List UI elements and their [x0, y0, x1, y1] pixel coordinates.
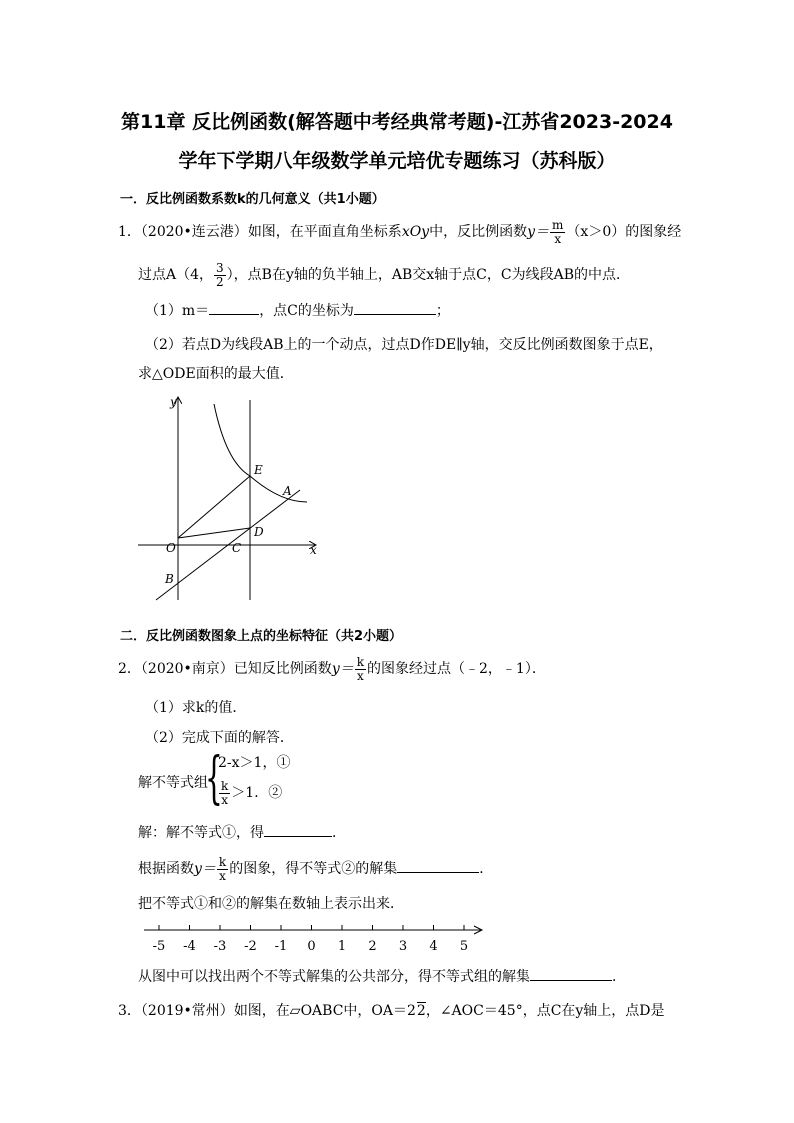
answer-blank-system[interactable]	[530, 966, 612, 981]
label-o: O	[166, 541, 176, 555]
number-line-tick-label: -3	[213, 939, 227, 954]
question-1-figure	[130, 392, 330, 604]
question-1-part2-line2: 求△ODE面积的最大值．	[138, 366, 294, 382]
label-c: C	[232, 541, 242, 555]
answer-blank-ineq2[interactable]	[397, 858, 479, 873]
segment-oe	[178, 476, 250, 538]
number-line-tick-label: 2	[368, 939, 377, 954]
answer-blank-ineq1[interactable]	[264, 822, 332, 837]
question-1-line1: 1．（2020•连云港）如图，在平面直角坐标系xOy中，反比例函数y＝ $\frac{m}{x}$ （x＞0）的图象经	[118, 218, 682, 246]
label-b: B	[165, 572, 174, 586]
question-source: （2019•常州）	[140, 1003, 234, 1019]
label-y: y	[170, 395, 177, 409]
question-2-line1: 2．（2020•南京）已知反比例函数y＝ $\frac{k}{x}$ 的图象经过点（﹣2，﹣1）．	[118, 655, 546, 683]
question-1-part1: （1）m＝ ，点C的坐标为 ；	[145, 300, 450, 320]
hyperbola-curve	[214, 404, 307, 502]
section-heading-1: 一．反比例函数系数k的几何意义（共1小题）	[120, 192, 385, 207]
label-a: A	[283, 484, 292, 498]
page-title-line1: 第11章 反比例函数(解答题中考经典常考题)-江苏省2023-2024	[121, 111, 673, 133]
label-x: x	[310, 543, 317, 557]
question-source: （2020•连云港）	[140, 224, 248, 241]
number-line-tick-label: -2	[244, 939, 257, 954]
solution-line4: 从图中可以找出两个不等式解集的公共部分，得不等式组的解集 ．	[138, 966, 626, 986]
question-3-line1: 3．（2019•常州）如图，在▱OABC中，OA＝22，∠AOC＝45°，点C在y轴上，点D是	[118, 1003, 665, 1019]
number-line-tick-label: 1	[337, 939, 347, 954]
answer-blank-m[interactable]	[209, 300, 259, 315]
system-label: 解不等式组	[138, 775, 208, 791]
sqrt-value: 2	[416, 1003, 426, 1019]
number-line-tick-label: -4	[183, 939, 196, 954]
number-line-tick-label: 5	[459, 939, 469, 954]
number-line-tick-label: 3	[398, 939, 408, 954]
inequality-1: 2-x＞1，①	[218, 755, 291, 771]
question-number: 3．	[118, 1003, 141, 1019]
solution-line2: 根据函数y＝ $\frac{k}{x}$ 的图象，得不等式②的解集 ．	[138, 855, 494, 883]
fraction-m-over-x: $\frac{m}{x}$	[552, 218, 564, 246]
question-1-part2-line1: （2）若点D为线段AB上的一个动点，过点D作DE∥y轴，交反比例函数图象于点E，	[145, 337, 663, 353]
number-line-tick-label: 4	[429, 939, 438, 954]
fraction-k-over-x: $\frac{k}{x}$	[356, 655, 365, 683]
question-number: 2．	[118, 661, 141, 678]
question-2-part2: （2）完成下面的解答．	[145, 730, 294, 746]
page-title-line2: 学年下学期八年级数学单元培优专题练习（苏科版）	[178, 150, 616, 172]
number-line-tick-label: 0	[307, 939, 316, 954]
number-line-tick-label: -1	[274, 939, 288, 954]
number-line	[140, 922, 490, 958]
answer-blank-point-c[interactable]	[354, 300, 436, 315]
number-line-tick-label: -5	[152, 939, 166, 954]
question-source: （2020•南京）	[140, 661, 234, 678]
label-d: D	[254, 525, 264, 539]
inequality-2: $\frac{k}{x}$ ＞1．②	[221, 779, 283, 807]
label-e: E	[254, 463, 263, 477]
section-heading-2: 二．反比例函数图象上点的坐标特征（共2小题）	[120, 629, 403, 644]
fraction-3-over-2: $\frac{3}{2}$	[216, 261, 224, 289]
question-number: 1．	[118, 224, 141, 241]
solution-line1: 解：解不等式①，得 ．	[138, 822, 346, 842]
question-1-line2: 过点A（4， $\frac{3}{2}$ ），点B在y轴的负半轴上，AB交x轴于点C，C为线段AB的中点．	[138, 261, 630, 289]
system-brace: {	[205, 746, 223, 811]
solution-line3: 把不等式①和②的解集在数轴上表示出来．	[138, 896, 404, 912]
question-2-part1: （1）求k的值．	[145, 700, 247, 716]
